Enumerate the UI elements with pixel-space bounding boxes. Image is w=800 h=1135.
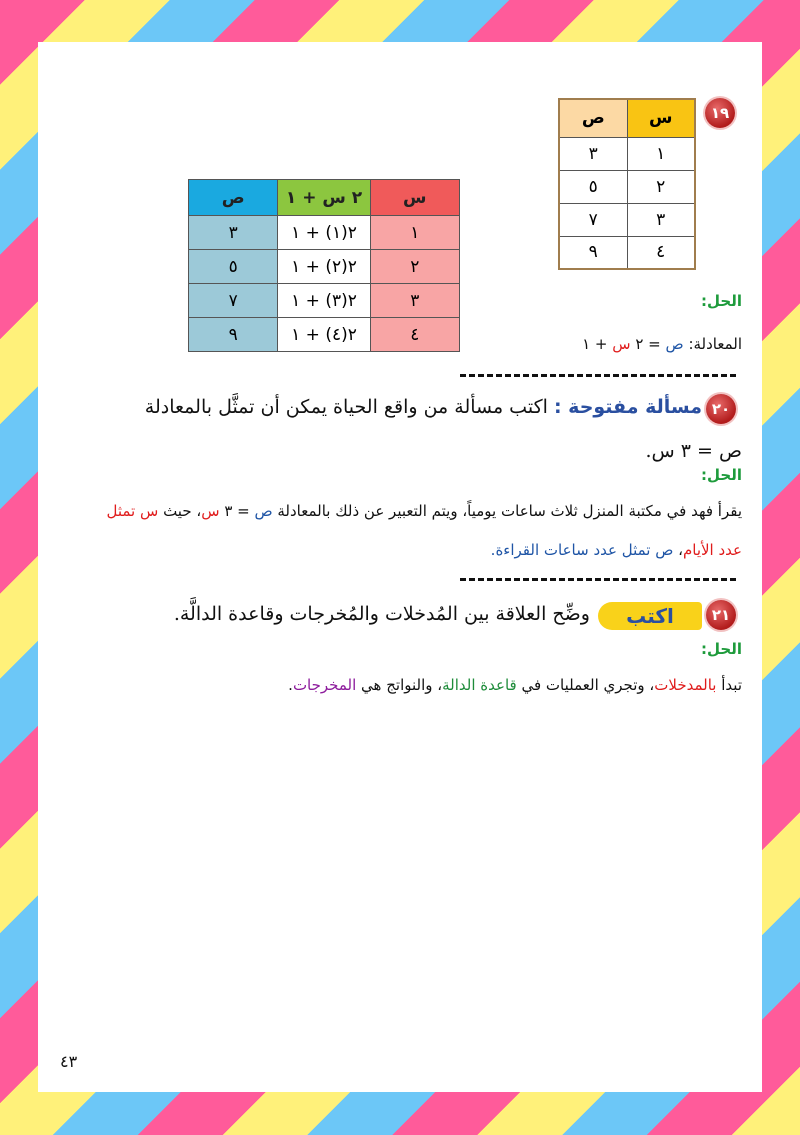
equation-label: المعادلة: — [688, 335, 742, 353]
equation-y: ص — [665, 335, 684, 353]
table-cell: ٥ — [559, 170, 627, 203]
table-cell: ٧ — [189, 284, 278, 318]
answer-text: يقرأ فهد في مكتبة المنزل ثلاث ساعات يومياً، ويتم التعبير عن ذلك بالمعادلة — [272, 502, 742, 520]
q20-text-line2: ص = ٣ س. — [645, 440, 742, 462]
table-cell: ٧ — [559, 203, 627, 236]
q19-equation — [582, 335, 742, 353]
table-cell: ٩ — [189, 318, 278, 352]
answer-x: س — [201, 502, 220, 520]
answer-days: عدد الأيام — [682, 541, 742, 559]
q19-solution-table — [188, 179, 460, 352]
answer-text: تبدأ — [716, 676, 742, 694]
sol-header-rule: ٢ س + ١ — [278, 180, 370, 216]
write-badge-label: اكتب — [626, 604, 674, 628]
table-cell: ٤ — [627, 236, 695, 269]
table-cell: ٣ — [370, 284, 459, 318]
question-19-number: ١٩ — [705, 98, 735, 128]
table-cell: ٣ — [189, 216, 278, 250]
table-cell: ٢ — [370, 250, 459, 284]
table-cell: ٥ — [189, 250, 278, 284]
q21-solution-label: الحل: — [701, 640, 742, 658]
q20-text-line1: اكتب مسألة من واقع الحياة يمكن أن تمثَّل بالمعادلة — [144, 396, 548, 418]
table-cell: ١ — [370, 216, 459, 250]
answer-text: = ٣ — [219, 502, 255, 520]
sol-header-y: ص — [189, 180, 278, 216]
write-badge — [598, 602, 702, 630]
table-cell: ٣ — [559, 137, 627, 170]
table-cell: ٢ — [627, 170, 695, 203]
table-cell: ١ — [627, 137, 695, 170]
answer-text: ، وتجري العمليات في — [516, 676, 655, 694]
q19-solution-label: الحل: — [701, 292, 742, 310]
equation-rest: + ١ — [582, 335, 613, 353]
answer-rule: قاعدة الدالة — [442, 676, 517, 694]
question-21-number: ٢١ — [706, 600, 736, 630]
q20-question — [145, 396, 702, 418]
answer-y: ص — [254, 502, 273, 520]
separator — [460, 374, 736, 377]
table-cell: ٢(١) + ١ — [278, 216, 370, 250]
table-cell: ٢(٣) + ١ — [278, 284, 370, 318]
answer-x-def: س تمثل — [106, 502, 159, 520]
q19-header-y: ص — [559, 99, 627, 137]
answer-text: ، حيث — [158, 502, 202, 520]
question-20-number: ٢٠ — [706, 394, 736, 424]
q20-answer-line2 — [491, 541, 742, 559]
answer-inputs: بالمدخلات — [654, 676, 717, 694]
table-cell: ٤ — [370, 318, 459, 352]
table-cell: ٢(٤) + ١ — [278, 318, 370, 352]
page-number: ٤٣ — [60, 1052, 78, 1071]
answer-outputs: المخرجات — [292, 676, 357, 694]
q21-answer — [288, 676, 742, 694]
q19-table — [558, 98, 696, 270]
answer-text: . — [288, 676, 293, 694]
q20-title: مسألة مفتوحة : — [553, 396, 702, 418]
separator — [460, 578, 736, 581]
table-cell: ٢(٢) + ١ — [278, 250, 370, 284]
answer-text: ، والنواتج هي — [356, 676, 443, 694]
q21-question: وضِّح العلاقة بين المُدخلات والمُخرجات وقاعدة الدالَّة. — [173, 603, 590, 625]
equation-eq: = ٢ — [630, 335, 666, 353]
answer-text: ، — [673, 541, 683, 559]
answer-y-def: ص تمثل عدد ساعات القراءة. — [490, 541, 674, 559]
table-cell: ٩ — [559, 236, 627, 269]
q19-header-x: س — [627, 99, 695, 137]
equation-x: س — [612, 335, 631, 353]
sol-header-x: س — [370, 180, 459, 216]
q20-answer-line1 — [107, 502, 743, 520]
q20-solution-label: الحل: — [701, 466, 742, 484]
table-cell: ٣ — [627, 203, 695, 236]
